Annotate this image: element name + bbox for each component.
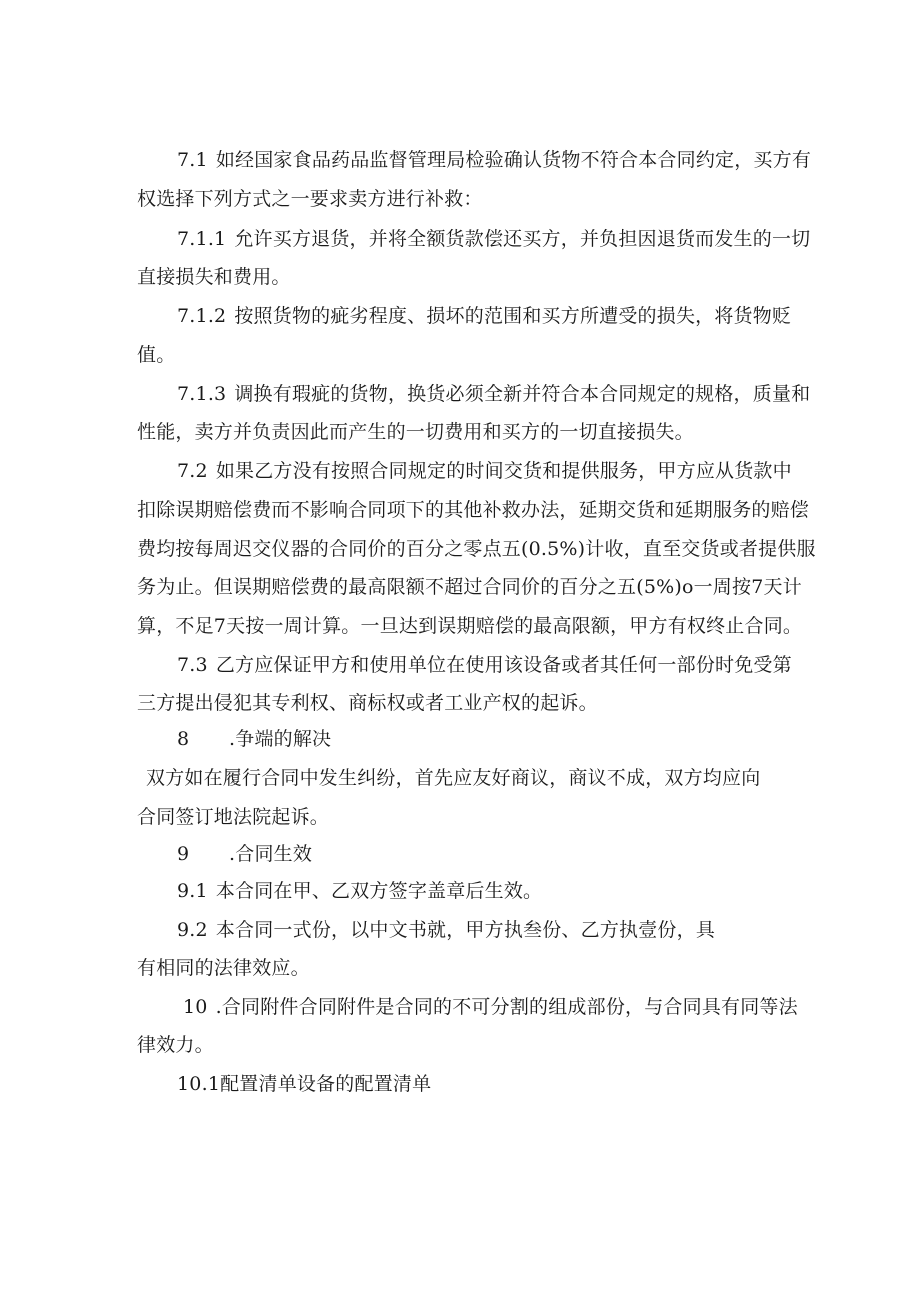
clause-number: 7.1.3 <box>177 383 227 405</box>
clause-7-2-line-4: 务为止。但误期赔偿费的最高限额不超过合同价的百分之五(5%)o一周按7天计 <box>137 576 802 598</box>
clause-7-1-2-line-1 <box>177 304 791 328</box>
clause-9-1-line-1 <box>177 879 542 903</box>
clause-7-1-2-line-2: 值。 <box>137 344 176 366</box>
clause-text: 允许买方退货，并将全额货款偿还买方，并负担因退货而发生的一切 <box>234 228 811 250</box>
clause-number: 7.1.2 <box>177 305 227 327</box>
section-number: 8 <box>177 728 190 750</box>
clause-text: 如果乙方没有按照合同规定的时间交货和提供服务，甲方应从货款中 <box>215 460 792 482</box>
section-text: .合同附件合同附件是合同的不可分割的组成部份，与合同具有同等法 <box>215 996 798 1018</box>
section-8-line-1: 双方如在履行合同中发生纠纷，首先应友好商议，商议不成，双方均应向 <box>146 767 761 789</box>
clause-7-2-line-1 <box>177 459 792 483</box>
section-number: 9 <box>177 843 190 865</box>
clause-number: 7.3 <box>177 654 208 676</box>
clause-7-1-3-line-1 <box>177 382 810 406</box>
clause-text: 乙方应保证甲方和使用单位在使用该设备或者其任何一部份时免受第 <box>215 654 792 676</box>
clause-7-2-line-5: 算，不足7天按一周计算。一旦达到误期赔偿的最高限额，甲方有权终止合同。 <box>137 615 803 637</box>
clause-9-2-line-1 <box>177 918 715 942</box>
section-title: .争端的解决 <box>229 728 332 750</box>
clause-7-3-line-2: 三方提出侵犯其专利权、商标权或者工业产权的起诉。 <box>137 692 598 714</box>
clause-number: 7.1 <box>177 149 208 171</box>
clause-text: 按照货物的疵劣程度、损坏的范围和买方所遭受的损失，将货物贬 <box>234 305 792 327</box>
section-8-line-2: 合同签订地法院起诉。 <box>137 806 330 828</box>
clause-number: 9.2 <box>177 919 208 941</box>
clause-text: 调换有瑕疵的货物，换货必须全新并符合本合同规定的规格，质量和 <box>234 383 811 405</box>
clause-7-1-1-line-1 <box>177 227 810 251</box>
section-9-heading <box>177 842 312 866</box>
clause-number: 7.2 <box>177 460 208 482</box>
clause-10-1-line-1: 10.1配置清单设备的配置清单 <box>177 1073 432 1095</box>
section-10-line-2: 律效力。 <box>137 1034 214 1056</box>
clause-7-2-line-2: 扣除误期赔偿费而不影响合同项下的其他补救办法，延期交货和延期服务的赔偿 <box>137 499 810 521</box>
clause-number: 7.1.1 <box>177 228 227 250</box>
clause-7-3-line-1 <box>177 653 792 677</box>
clause-9-2-line-2: 有相同的法律效应。 <box>137 957 310 979</box>
clause-text: 本合同一式份，以中文书就，甲方执叁份、乙方执壹份，具 <box>215 919 716 941</box>
clause-7-1-3-line-2: 性能，卖方并负责因此而产生的一切费用和买方的一切直接损失。 <box>137 421 694 443</box>
section-8-heading <box>177 727 331 751</box>
clause-7-1-line-1 <box>177 148 811 172</box>
clause-7-1-line-2: 权选择下列方式之一要求卖方进行补救： <box>137 188 483 210</box>
section-10-line-1 <box>183 995 798 1019</box>
clause-text: 如经国家食品药品监督管理局检验确认货物不符合本合同约定，买方有 <box>215 149 812 171</box>
section-number: 10 <box>183 996 208 1018</box>
section-title: .合同生效 <box>229 843 313 865</box>
clause-7-1-1-line-2: 直接损失和费用。 <box>137 266 291 288</box>
clause-number: 9.1 <box>177 880 208 902</box>
clause-text: 本合同在甲、乙双方签字盖章后生效。 <box>215 880 543 902</box>
clause-7-2-line-3: 费均按每周迟交仪器的合同价的百分之零点五(0.5%)计收，直至交货或者提供服 <box>137 538 816 560</box>
